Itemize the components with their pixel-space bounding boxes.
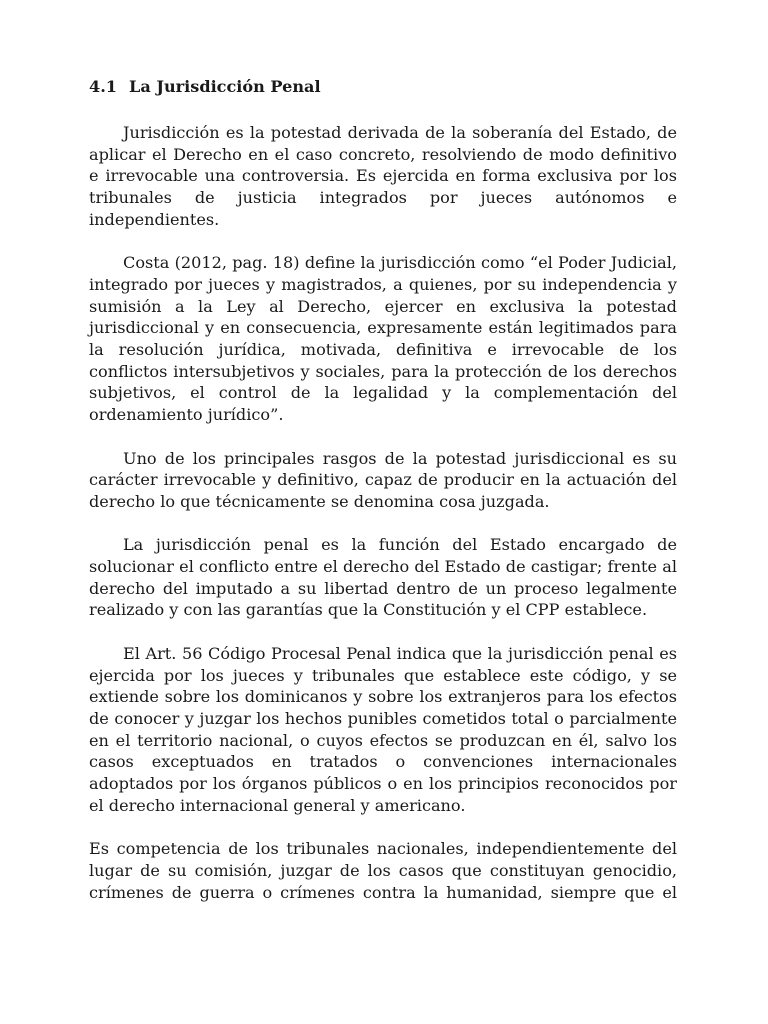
spacer	[89, 231, 677, 253]
paragraph-competencia-tribunales: Es competencia de los tribunales nacionales, independientemente del lugar de su comisión, juzgar de los casos que constituyan genocidio, crímenes de guerra o crímenes contra la humanidad, siempre que el	[89, 839, 677, 902]
section-title: La Jurisdicción Penal	[129, 77, 321, 96]
paragraph-costa-cita: Costa (2012, pag. 18) define la jurisdicción como “el Poder Judicial, integrado por jueces y magistrados, a quienes, por su independencia y sumisión a la Ley al Derecho, ejercer en exclusiva la potestad jurisdiccional y en consecuencia, expresamente están legitimados para la resolución jurídica, motivada, definitiva e irrevocable de los conflictos intersubjetivos y sociales, para la protección de los derechos subjetivos, el control de la legalidad y la complementación del ordenamiento jurídico”.	[89, 253, 677, 425]
paragraph-jurisdiccion-definicion: Jurisdicción es la potestad derivada de la soberanía del Estado, de aplicar el Derecho en el caso concreto, resolviendo de modo definitivo e irrevocable una controversia. Es ejercida en forma exclusiva por los tribunales de justicia integrados por jueces autónomos e independientes.	[89, 123, 677, 229]
spacer	[89, 98, 677, 122]
spacer	[89, 513, 677, 535]
document-page	[89, 76, 677, 903]
section-number: 4.1	[89, 77, 117, 96]
spacer	[89, 426, 677, 448]
paragraph-jurisdiccion-penal: La jurisdicción penal es la función del Estado encargado de solucionar el conflicto entre el derecho del Estado de castigar; frente al derecho del imputado a su libertad dentro de un proceso legalmente realizado y con las garantías que la Constitución y el CPP establece.	[89, 535, 677, 620]
paragraph-art-56: El Art. 56 Código Procesal Penal indica que la jurisdicción penal es ejercida por los jueces y tribunales que establece este código, y se extiende sobre los dominicanos y sobre los extranjeros para los efectos de conocer y juzgar los hechos punibles cometidos total o parcialmente en el territorio nacional, o cuyos efectos se produzcan en él, salvo los casos exceptuados en tratados o convenciones internacionales adoptados por los órganos públicos o en los principios reconocidos por el derecho internacional general y americano.	[89, 643, 677, 815]
spacer	[89, 621, 677, 643]
spacer	[89, 816, 677, 838]
paragraph-rasgos-potestad: Uno de los principales rasgos de la potestad jurisdiccional es su carácter irrevocable y definitivo, capaz de producir en la actuación del derecho lo que técnicamente se denomina cosa juzgada.	[89, 448, 677, 511]
section-heading	[89, 76, 677, 98]
